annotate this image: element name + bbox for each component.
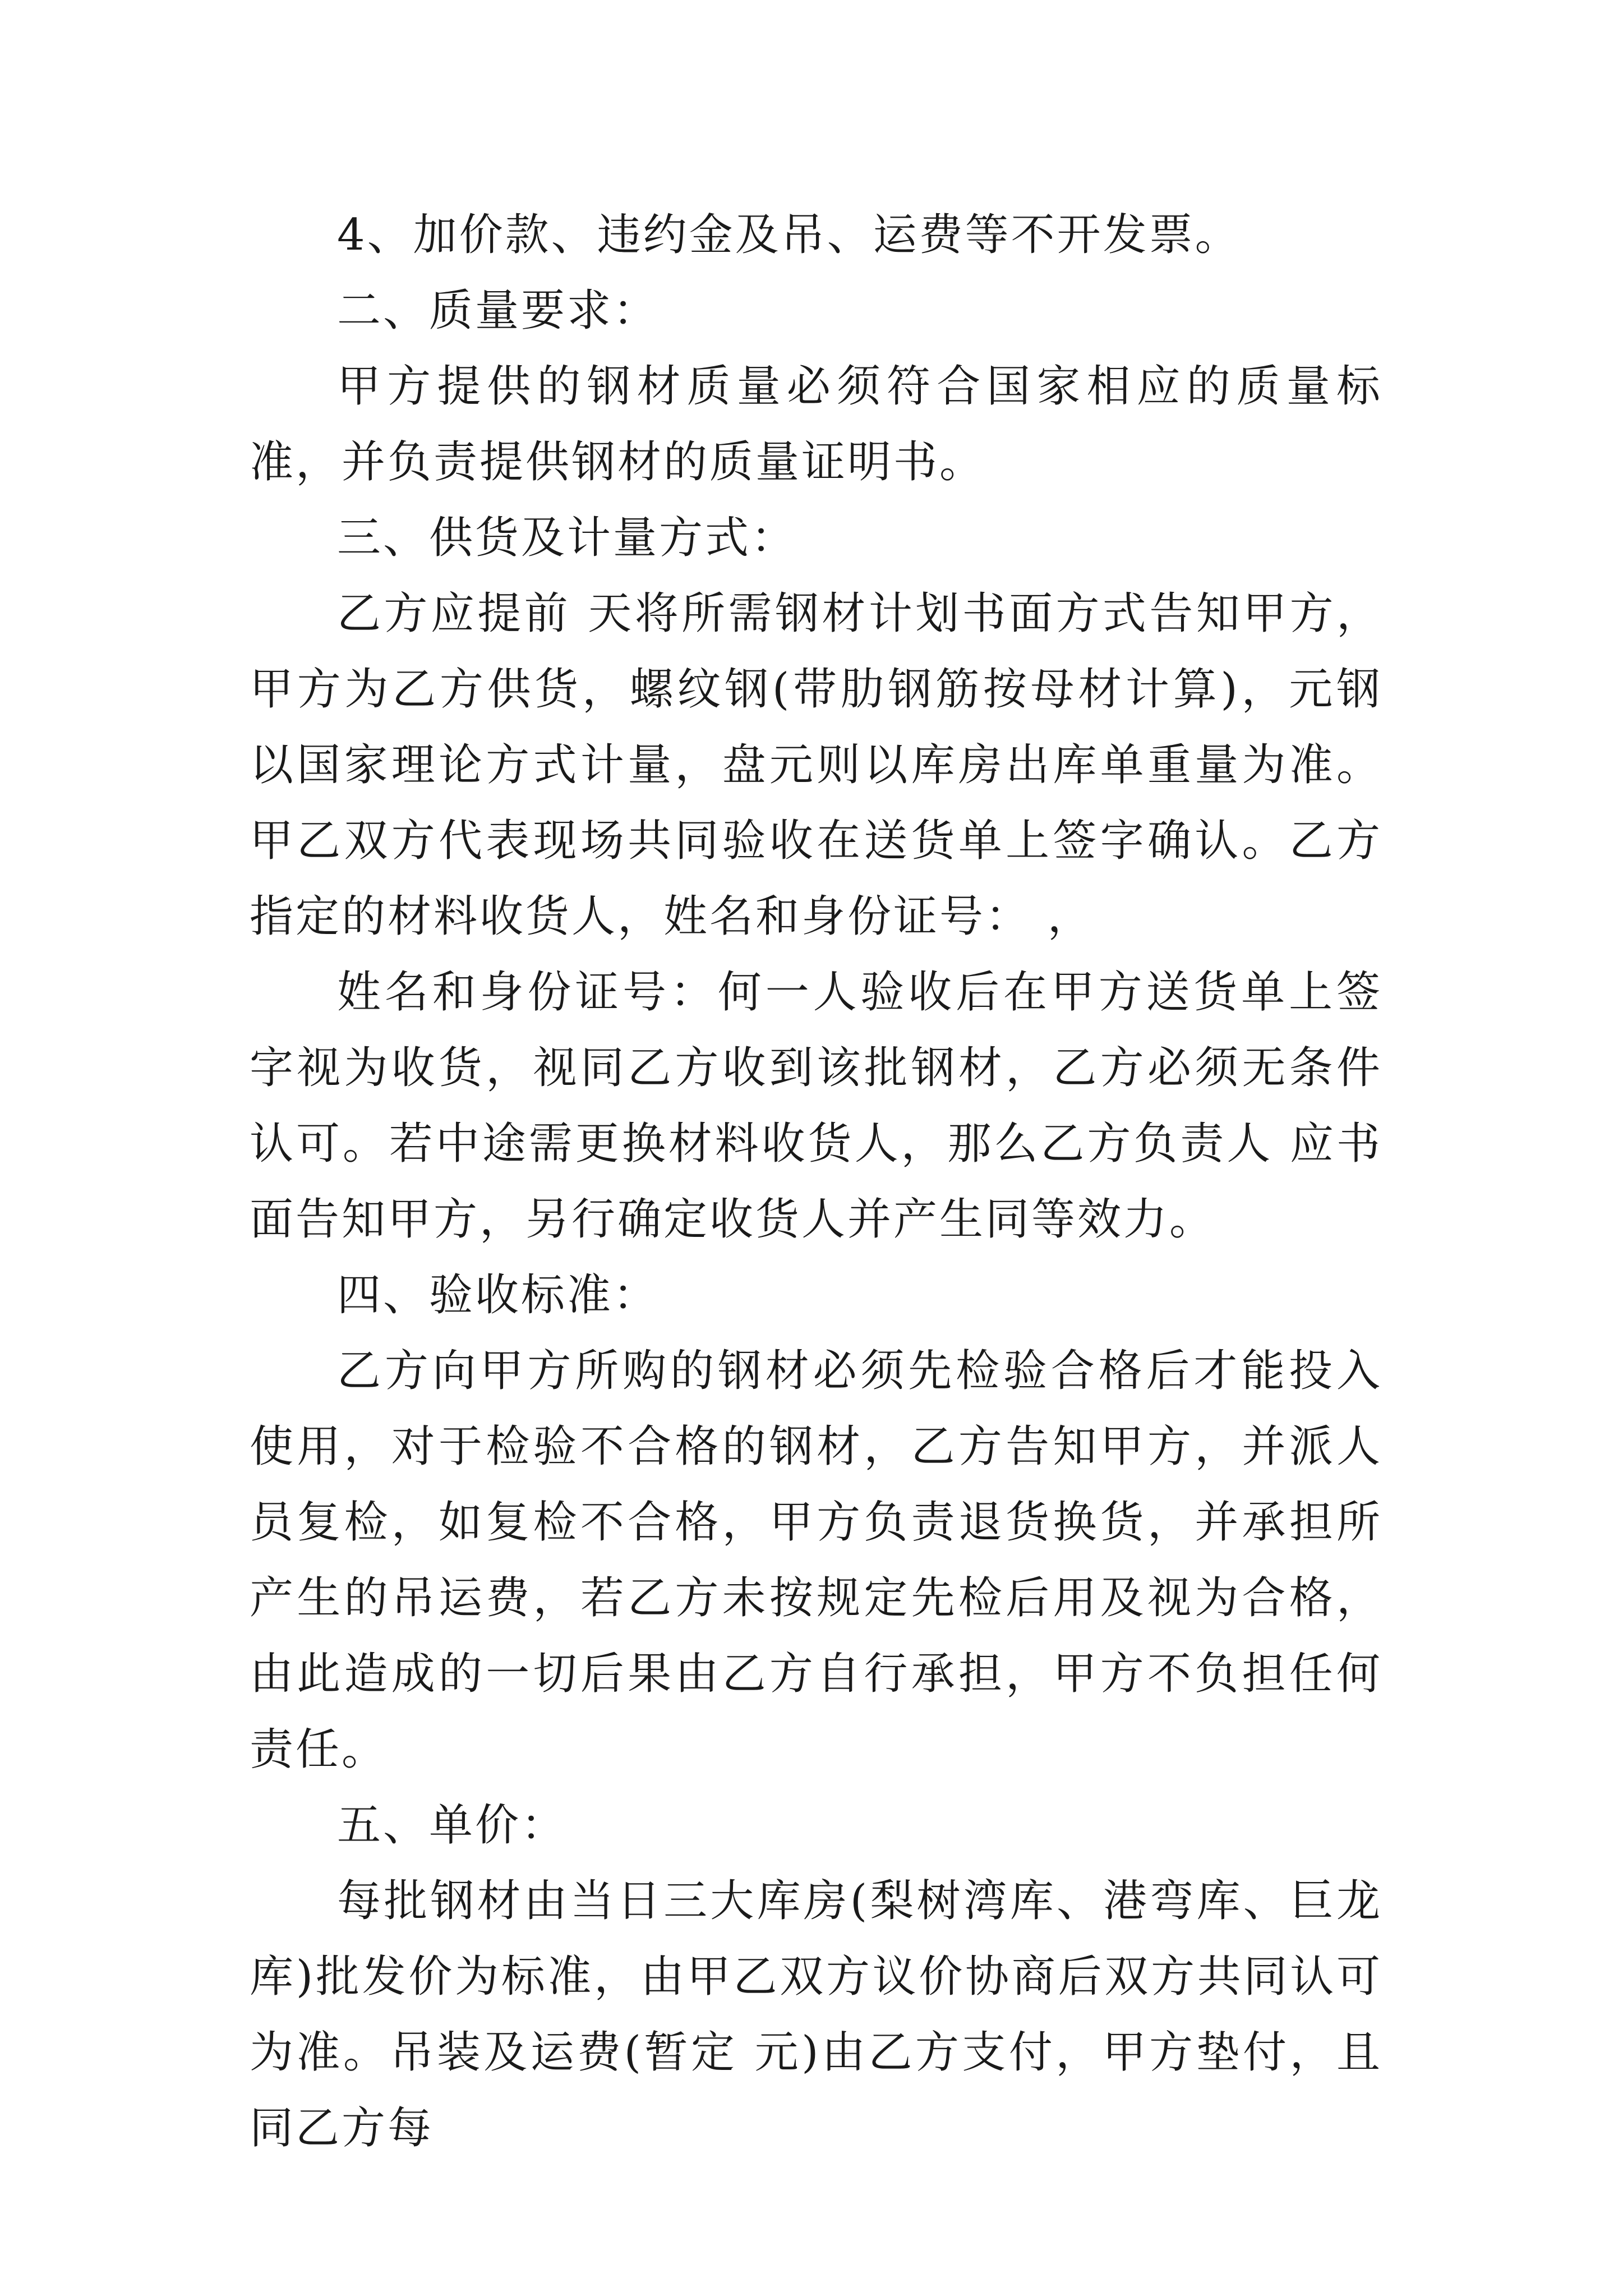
paragraph-unit-price: 每批钢材由当日三大库房(梨树湾库、港弯库、巨龙库)批发价为标准，由甲乙双方议价协商后双方共同认可为准。吊装及运费(暂定 元)由乙方支付，甲方垫付，且同乙方每 bbox=[250, 1876, 1382, 2154]
heading-quality-requirements: 二、质量要求： bbox=[337, 286, 660, 336]
heading-supply-measurement: 三、供货及计量方式： bbox=[337, 513, 797, 563]
heading-acceptance-standard: 四、验收标准： bbox=[337, 1270, 660, 1320]
paragraph-acceptance: 乙方向甲方所购的钢材必须先检验合格后才能投入使用，对于检验不合格的钢材，乙方告知甲方，并派人员复检，如复检不合格，甲方负责退货换货，并承担所产生的吊运费，若乙方未按规定先检后用及视为合格，由此造成的一切后果由乙方自行承担，甲方不负担任何责任。 bbox=[250, 1346, 1382, 1775]
paragraph-supply: 乙方应提前 天将所需钢材计划书面方式告知甲方，甲方为乙方供货，螺纹钢(带肋钢筋按母材计算)，元钢以国家理论方式计量，盘元则以库房出库单重量为准。甲乙双方代表现场共同验收在送货单上签字确认。乙方指定的材料收货人，姓名和身份证号： ， bbox=[250, 588, 1382, 942]
heading-unit-price: 五、单价： bbox=[337, 1800, 568, 1851]
document-body bbox=[250, 197, 1382, 2166]
paragraph-receiver: 姓名和身份证号：何一人验收后在甲方送货单上签字视为收货，视同乙方收到该批钢材，乙方必须无条件认可。若中途需更换材料收货人，那么乙方负责人 应书面告知甲方，另行确定收货人并产生同等效力。 bbox=[250, 967, 1382, 1245]
paragraph-quality: 甲方提供的钢材质量必须符合国家相应的质量标准，并负责提供钢材的质量证明书。 bbox=[250, 361, 1382, 487]
paragraph-invoice-note: 4、加价款、违约金及吊、运费等不开发票。 bbox=[337, 210, 1241, 260]
